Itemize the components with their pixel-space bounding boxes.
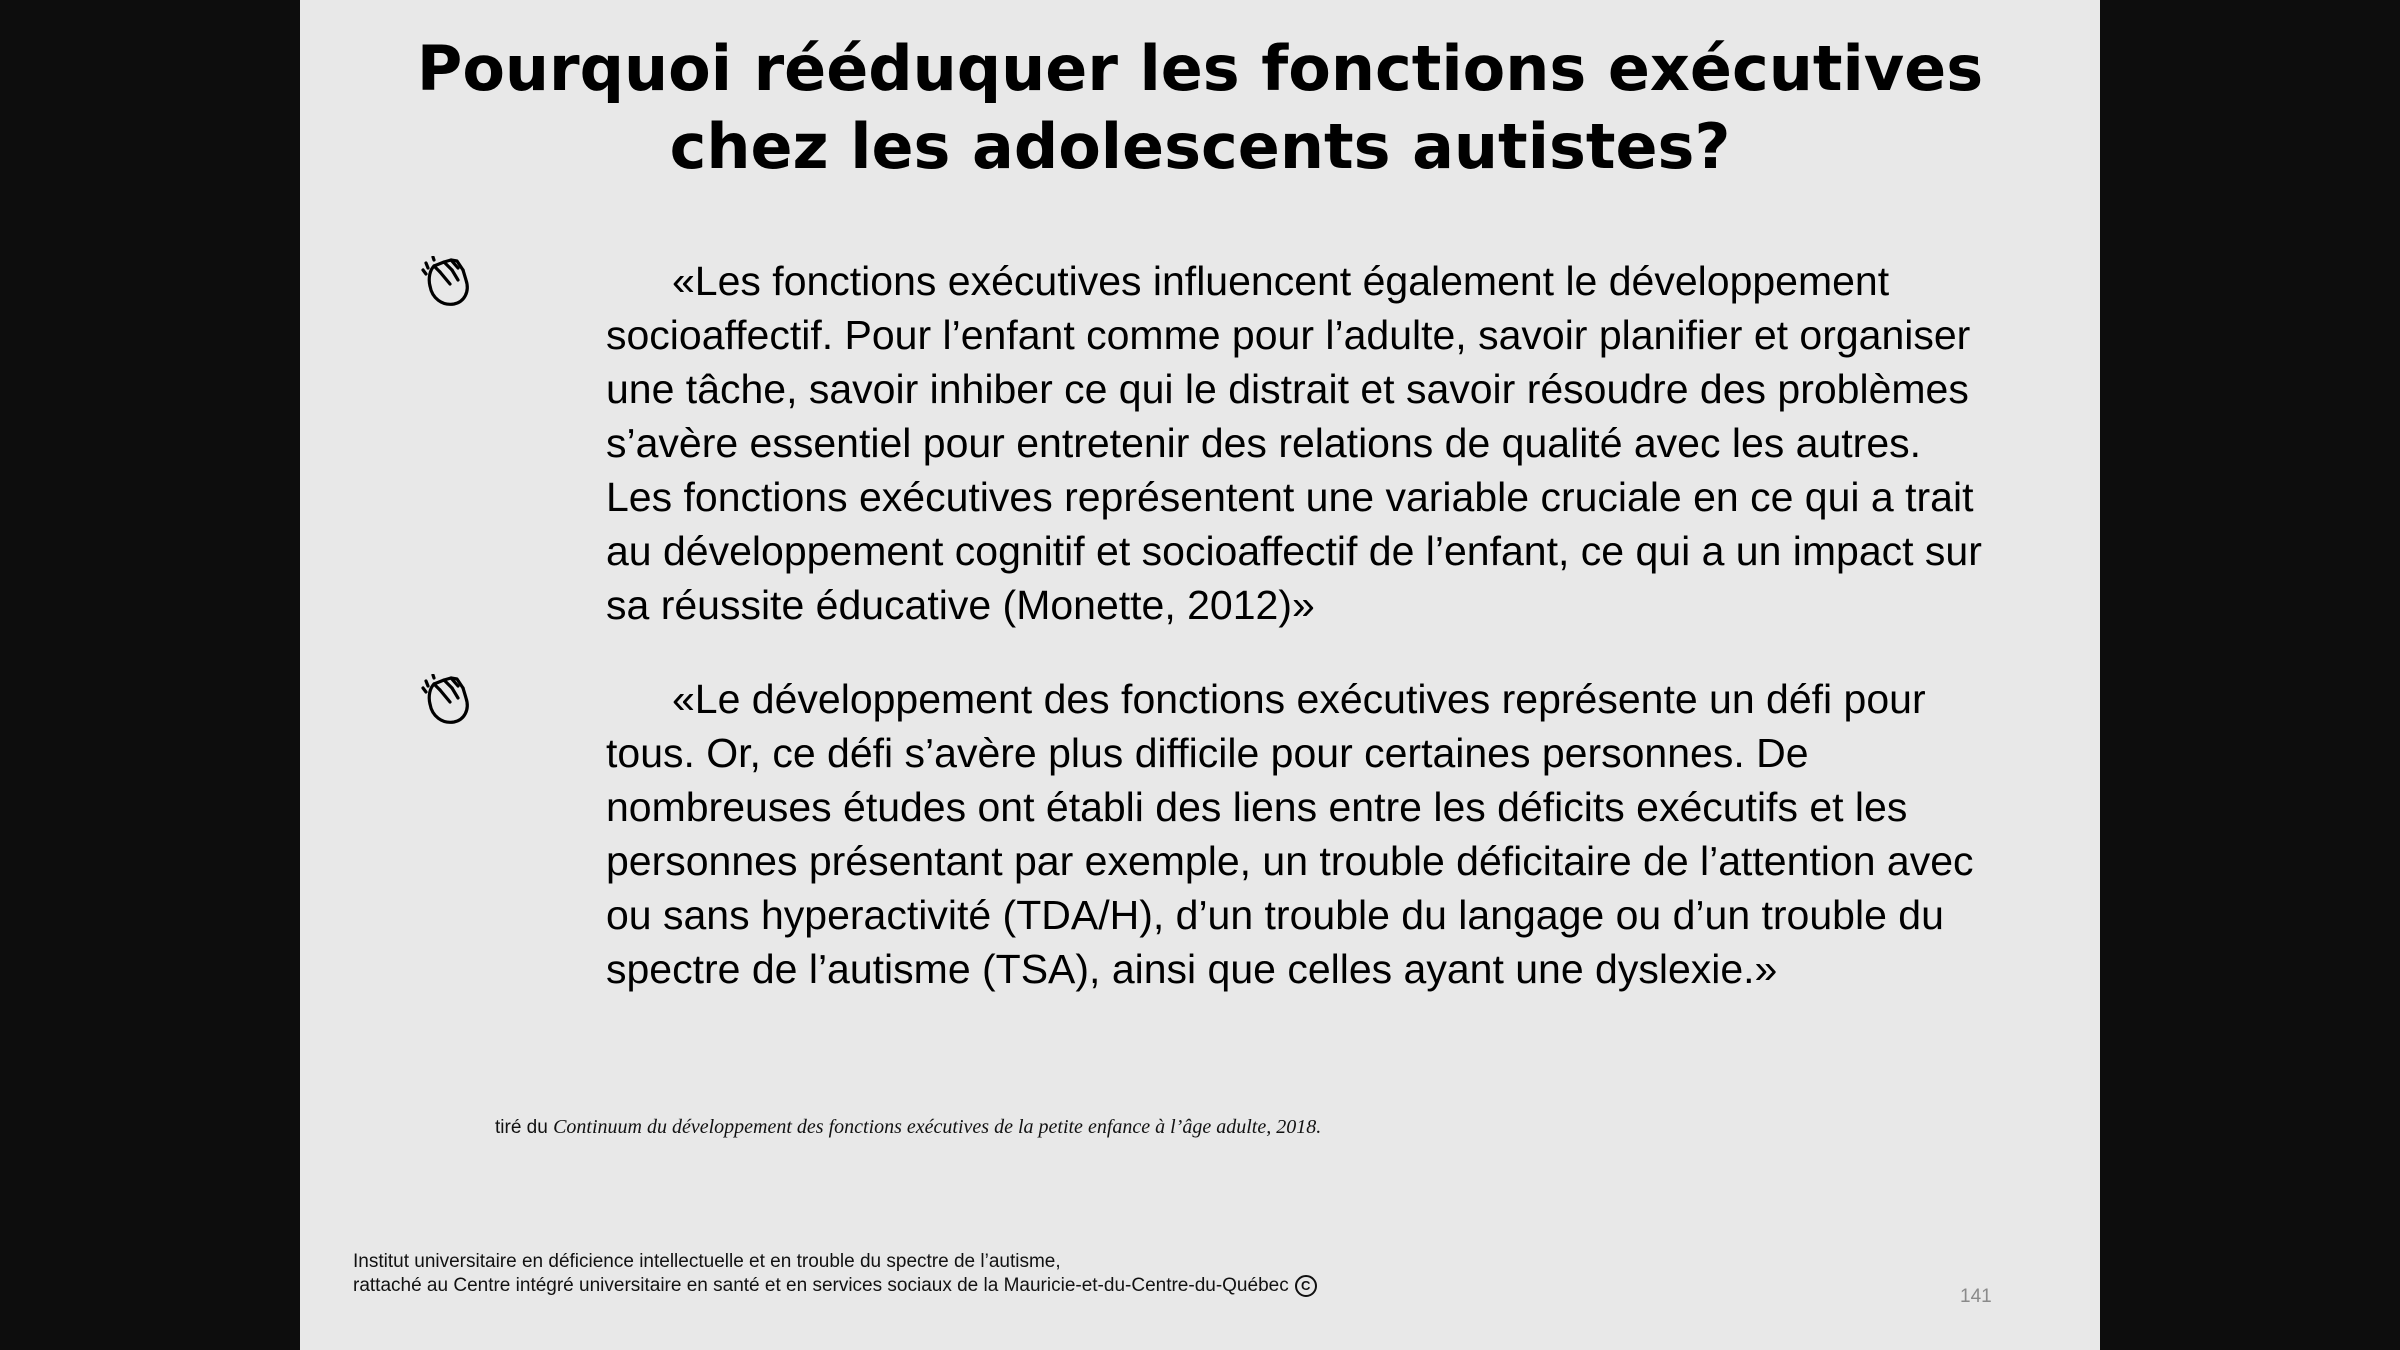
- source-citation: [495, 1116, 1321, 1139]
- slide-footer: [353, 1250, 1317, 1298]
- presentation-slide: [300, 0, 2100, 1350]
- footer-line-2-text: rattaché au Centre intégré universitaire en santé et en services sociaux de la Mauricie-et-du-Centre-du-Québec: [353, 1275, 1289, 1296]
- clapping-hands-icon: [420, 256, 474, 310]
- quote-2-line-1: «Le développement des fonctions exécutives représente un défi pour: [672, 676, 1926, 722]
- quote-1-line-4: s’avère essentiel pour entretenir des relations de qualité avec les autres.: [606, 420, 1922, 466]
- source-title: Continuum du développement des fonctions exécutives de la petite enfance à l’âge adulte, 2018.: [553, 1116, 1322, 1138]
- slide-title-line-2: chez les adolescents autistes?: [669, 110, 1731, 183]
- source-prefix: tiré du: [495, 1117, 554, 1138]
- quote-2-line-3: nombreuses études ont établi des liens entre les déficits exécutifs et les: [606, 784, 1908, 830]
- slide-title: [300, 30, 2100, 186]
- footer-line-1: Institut universitaire en déficience intellectuelle et en trouble du spectre de l’autisme,: [353, 1251, 1061, 1272]
- copyright-icon: C: [1295, 1275, 1317, 1297]
- quote-2-line-2: tous. Or, ce défi s’avère plus difficile pour certaines personnes. De: [606, 730, 1809, 776]
- footer-line-2: [353, 1274, 1317, 1298]
- quote-text-1: [606, 254, 2100, 632]
- quote-text-2: [606, 672, 2100, 996]
- quote-1-line-1: «Les fonctions exécutives influencent également le développement: [672, 258, 1890, 304]
- clapping-hands-icon: [420, 674, 474, 728]
- slide-title-line-1: Pourquoi rééduquer les fonctions exécutives: [416, 32, 1984, 105]
- quote-1-line-3: une tâche, savoir inhiber ce qui le distrait et savoir résoudre des problèmes: [606, 366, 1969, 412]
- quote-1-line-7: sa réussite éducative (Monette, 2012)»: [606, 582, 1315, 628]
- quote-2-line-4: personnes présentant par exemple, un trouble déficitaire de l’attention avec: [606, 838, 1974, 884]
- quote-1-line-5: Les fonctions exécutives représentent une variable cruciale en ce qui a trait: [606, 474, 1974, 520]
- quote-1-line-2: socioaffectif. Pour l’enfant comme pour l’adulte, savoir planifier et organiser: [606, 312, 1971, 358]
- quote-1-line-6: au développement cognitif et socioaffectif de l’enfant, ce qui a un impact sur: [606, 528, 1982, 574]
- quote-2-line-5: ou sans hyperactivité (TDA/H), d’un trouble du langage ou d’un trouble du: [606, 892, 1944, 938]
- page-number: 141: [1960, 1286, 1992, 1307]
- quote-2-line-6: spectre de l’autisme (TSA), ainsi que celles ayant une dyslexie.»: [606, 946, 1778, 992]
